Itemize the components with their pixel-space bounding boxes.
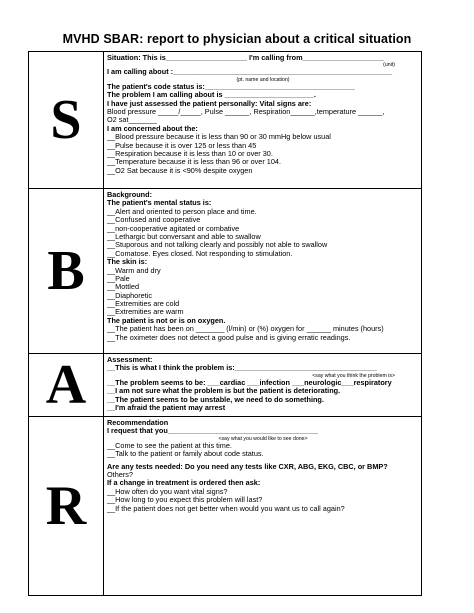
background-section (29, 189, 421, 354)
situation-line: I am concerned about the: (107, 123, 198, 133)
background-line: The patient's mental status is: (107, 198, 212, 208)
background-line: __Pale (107, 273, 130, 283)
situation-line: __Pulse because it is over 125 or less than 45 (107, 140, 257, 150)
situation-hint-unit: (unit) (383, 62, 395, 69)
recommendation-line: Are any tests needed: Do you need any tests like CXR, ABG, EKG, CBC, or BMP? (107, 461, 388, 471)
background-line: __Alert and oriented to person place and time. (107, 206, 257, 216)
background-line: __Diaphoretic (107, 290, 153, 300)
assessment-line: __The patient seems to be unstable, we need to do something. (107, 394, 324, 404)
assessment-line: Assessment: (107, 356, 153, 364)
situation-line: __Blood pressure because it is less than 90 or 30 mmHg below usual (107, 132, 331, 142)
recommendation-line: __How often do you want vital signs? (107, 486, 228, 496)
recommendation-line: __If the patient does not get better when would you want us to call again? (107, 503, 345, 513)
recommendation-line: __How long to you expect this problem will last? (107, 495, 263, 505)
recommendation-line: I request that you_____________________________________ (107, 426, 318, 436)
recommendation-section (29, 417, 421, 595)
background-line: __Extremities are warm (107, 307, 184, 317)
assessment-line: __The problem seems to be: ___cardiac ___infection ___neurologic___respiratory (107, 377, 392, 387)
situation-content (107, 54, 419, 175)
recommendation-line: __Talk to the patient or family about code status. (107, 449, 264, 459)
background-letter: B (29, 189, 104, 353)
recommendation-letter: R (29, 417, 104, 595)
background-line: __Comatose. Eyes closed. Not responding to stimulation. (107, 248, 293, 258)
recommendation-line: If a change in treatment is ordered then ask: (107, 478, 261, 488)
background-content (107, 191, 419, 342)
situation-line: The patient's code status is:_____________________________________ (107, 81, 355, 91)
recommendation-line: __Come to see the patient at this time. (107, 440, 232, 450)
background-line: __Confused and cooperative (107, 215, 201, 225)
situation-line: The problem I am calling about is ______________________. (107, 90, 316, 100)
background-line: __Stuporous and not talking clearly and possibly not able to swallow (107, 240, 328, 250)
recommendation-line: Others? (107, 469, 133, 479)
assessment-line: __I am not sure what the problem is but the patient is deteriorating. (107, 386, 341, 396)
assessment-content (107, 356, 419, 412)
assessment-line: __I'm afraid the patient may arrest (107, 402, 226, 412)
assessment-section (29, 354, 421, 417)
situation-hint-name: (pt. name and location) (236, 76, 290, 83)
background-line: The skin is: (107, 257, 148, 267)
background-line: __Mottled (107, 282, 140, 292)
situation-section (29, 52, 421, 189)
background-line: __Extremities are cold (107, 299, 180, 309)
background-line: The patient is not or is on oxygen. (107, 315, 226, 325)
sbar-table (28, 51, 422, 596)
situation-letter: S (29, 52, 104, 188)
background-line: Background: (107, 191, 152, 199)
situation-line: I am calling about :______________________________________________________ (107, 67, 393, 77)
background-line: __The patient has been on _______ (l/min) or (%) oxygen for ______ minutes (hours) (107, 324, 384, 334)
assessment-letter: A (29, 354, 104, 416)
assessment-hint: <say what you think the problem is> (312, 372, 395, 379)
background-line: __Lethargic but conversant and able to swallow (107, 231, 261, 241)
situation-line: __O2 Sat because it is <90% despite oxygen (107, 165, 253, 175)
situation-line: Situation: This is____________________ I'm calling from____________________ (107, 54, 384, 62)
recommendation-line: Recommendation (107, 419, 169, 427)
recommendation-content (107, 419, 419, 513)
situation-line: __Temperature because it is less than 96 or over 104. (107, 157, 282, 167)
background-line: __non-cooperative agitated or combative (107, 223, 240, 233)
background-line: __Warm and dry (107, 265, 161, 275)
situation-line: __Respiration because it is less than 10 or over 30. (107, 148, 273, 158)
background-line: __The oximeter does not detect a good pulse and is giving erratic readings. (107, 332, 351, 342)
page-title: MVHD SBAR: report to physician about a critical situation (62, 32, 412, 46)
recommendation-hint: <say what you would like to see done> (218, 435, 308, 442)
situation-line: I have just assessed the patient personally: Vital signs are: (107, 98, 312, 108)
assessment-line: __This is what I think the problem is:___________________________________ (107, 363, 377, 373)
situation-line: Blood pressure _____/_____, Pulse ______, Respiration______,temperature ______, (107, 106, 385, 116)
situation-line: O2 sat_______ (107, 115, 157, 125)
